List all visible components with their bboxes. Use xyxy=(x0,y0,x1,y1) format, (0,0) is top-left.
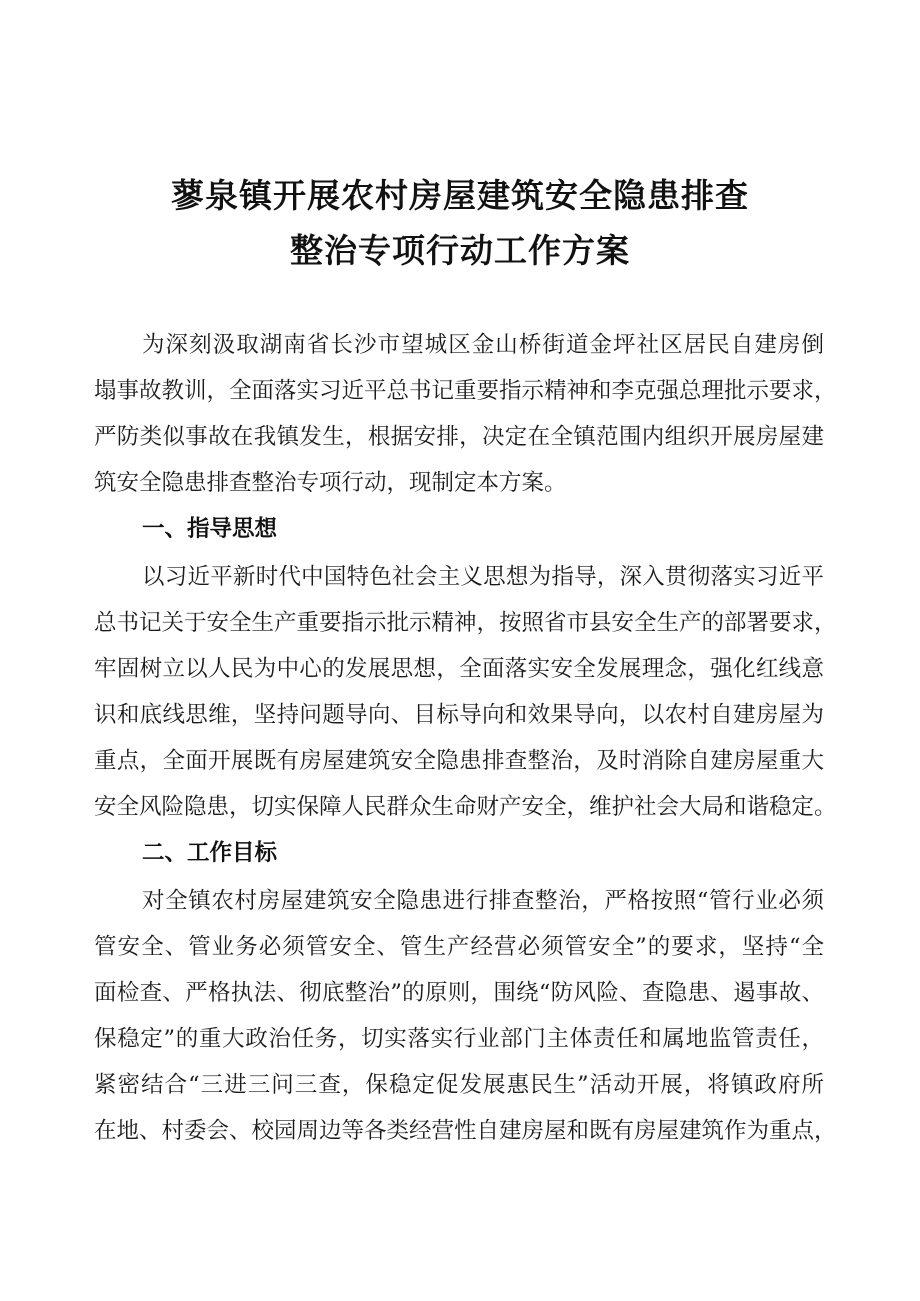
section2-line-4: 保稳定”的重大政治任务，切实落实行业部门主体责任和属地监管责任， xyxy=(94,1026,824,1052)
intro-line-4: 筑安全隐患排查整治专项行动，现制定本方案。 xyxy=(94,470,567,496)
section1-line-2: 总书记关于安全生产重要指示批示精神，按照省市县安全生产的部署要求， xyxy=(94,610,837,636)
section2-line-5: 紧密结合“三进三问三查，保稳定促发展惠民生”活动开展，将镇政府所 xyxy=(94,1072,824,1098)
document-title-line-1: 蓼泉镇开展农村房屋建筑安全隐患排查 xyxy=(171,176,749,215)
section1-line-5: 重点，全面开展既有房屋建筑安全隐患排查整治，及时消除自建房屋重大 xyxy=(94,748,824,774)
section2-line-2: 管安全、管业务必须管安全、管生产经营必须管安全”的要求，坚持“全 xyxy=(94,934,824,960)
intro-line-1: 为深刻汲取湖南省长沙市望城区金山桥街道金坪社区居民自建房倒 xyxy=(142,332,824,358)
section-heading-work-objectives: 二、工作目标 xyxy=(142,840,278,866)
section1-line-3: 牢固树立以人民为中心的发展思想，全面落实安全发展理念，强化红线意 xyxy=(94,656,824,682)
section1-line-6: 安全风险隐患，切实保障人民群众生命财产安全，维护社会大局和谐稳定。 xyxy=(94,794,837,820)
section2-line-3: 面检查、严格执法、彻底整治”的原则，围绕“防风险、查隐患、遏事故、 xyxy=(94,980,824,1006)
section1-line-4: 识和底线思维，坚持问题导向、目标导向和效果导向，以农村自建房屋为 xyxy=(94,702,824,728)
intro-line-3: 严防类似事故在我镇发生，根据安排，决定在全镇范围内组织开展房屋建 xyxy=(94,424,824,450)
section-heading-guiding-ideology: 一、指导思想 xyxy=(142,516,278,542)
section2-line-1: 对全镇农村房屋建筑安全隐患进行排查整治，严格按照“管行业必须 xyxy=(142,888,824,914)
document-title-line-2: 整治专项行动工作方案 xyxy=(290,231,630,270)
section1-line-1: 以习近平新时代中国特色社会主义思想为指导，深入贯彻落实习近平 xyxy=(142,564,824,590)
section2-line-6: 在地、村委会、校园周边等各类经营性自建房屋和既有房屋建筑作为重点， xyxy=(94,1118,837,1144)
intro-line-2: 塌事故教训，全面落实习近平总书记重要指示精神和李克强总理批示要求， xyxy=(94,378,837,404)
